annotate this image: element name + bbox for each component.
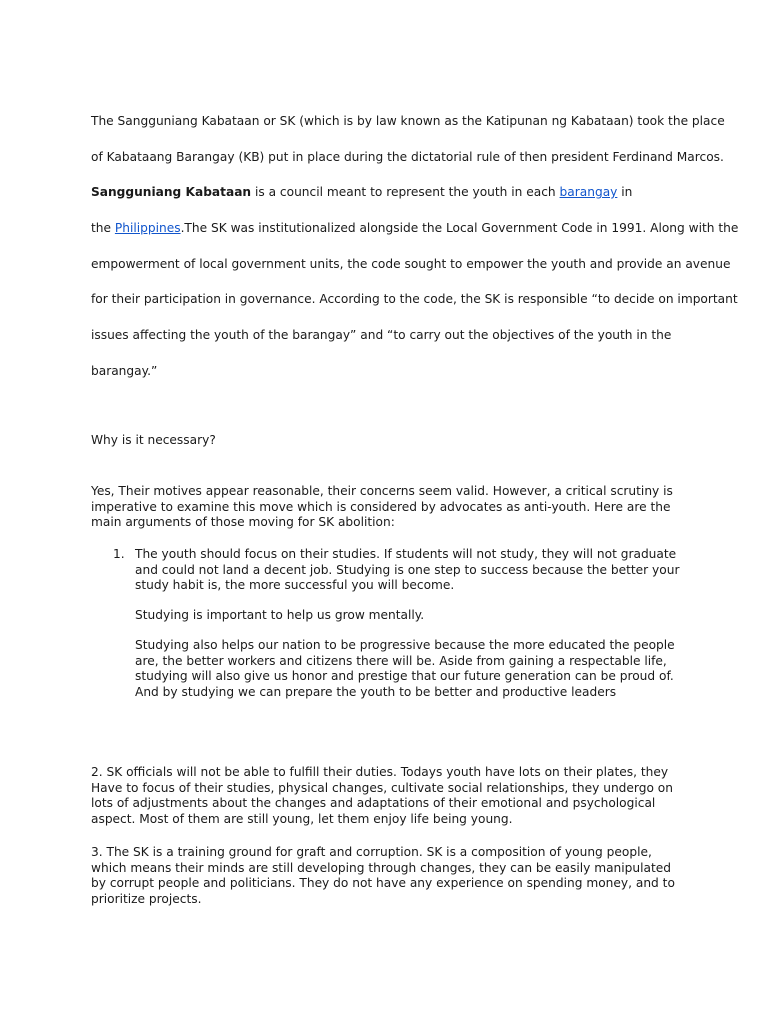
argument-3-paragraph: 3. The SK is a training ground for graft and corruption. SK is a composition of young people, which means their minds are still developing through changes, they can be easily manipulated by corrupt people and politicians. They do not have any experience on spending money, and to prioritize projects.: [91, 845, 675, 907]
yes-paragraph: Yes, Their motives appear reasonable, their concerns seem valid. However, a critical scrutiny is imperative to examine this move which is considered by advocates as anti-youth. Here are the main arguments of those moving for SK abolition:: [91, 484, 673, 530]
barangay-link[interactable]: barangay: [559, 185, 618, 199]
list-sub-paragraph: Studying also helps our nation to be progressive because the more educated the people are, the better workers and citizens there will be. Aside from gaining a respectable life, studying will also give us honor and prestige that our future generation can be proud of. And by studying we can prepare the youth to be better and productive leaders: [135, 637, 675, 699]
philippines-link[interactable]: Philippines: [114, 221, 181, 235]
intro-line-3-tail: in: [617, 185, 633, 199]
bold-term: Sangguniang Kabataan: [91, 185, 252, 199]
intro-line-3-text: is a council meant to represent the youth in each: [251, 185, 560, 199]
intro-line-8: barangay.”: [91, 364, 158, 378]
intro-line-1: The Sangguniang Kabataan or SK (which is by law known as the Katipunan ng Kabataan) took the place: [91, 114, 725, 128]
intro-line-2: of Kabataang Barangay (KB) put in place during the dictatorial rule of then president Ferdinand Marcos.: [91, 150, 724, 164]
list-item-text: The youth should focus on their studies. If students will not study, they will not graduate and could not land a decent job. Studying is one step to success because the better your study habit is, the more successful you will become.: [135, 547, 680, 593]
intro-line-6: for their participation in governance. According to the code, the SK is responsible “to decide on important: [91, 292, 738, 306]
intro-line-4: [91, 221, 739, 235]
intro-line-7: issues affecting the youth of the barangay” and “to carry out the objectives of the youth in the: [91, 328, 672, 342]
argument-2-paragraph: 2. SK officials will not be able to fulfill their duties. Todays youth have lots on their plates, they Have to focus of their studies, physical changes, cultivate social relationships, they undergo on lots of adjustments about the changes and adaptations of their emotional and psychological aspect. Most of them are still young, let them enjoy life being young.: [91, 765, 673, 827]
arguments-list: [91, 547, 681, 701]
section-heading: Why is it necessary?: [91, 433, 216, 447]
list-item: [91, 547, 681, 701]
list-sub-paragraph: Studying is important to help us grow mentally.: [135, 608, 425, 623]
intro-line-4-text: .The SK was institutionalized alongside the Local Government Code in 1991. Along with the: [180, 221, 739, 235]
intro-line-4-pre: the: [91, 221, 115, 235]
intro-line-5: empowerment of local government units, the code sought to empower the youth and provide an avenue: [91, 257, 731, 271]
intro-line-3: [91, 185, 691, 199]
list-number: 1.: [113, 547, 125, 561]
